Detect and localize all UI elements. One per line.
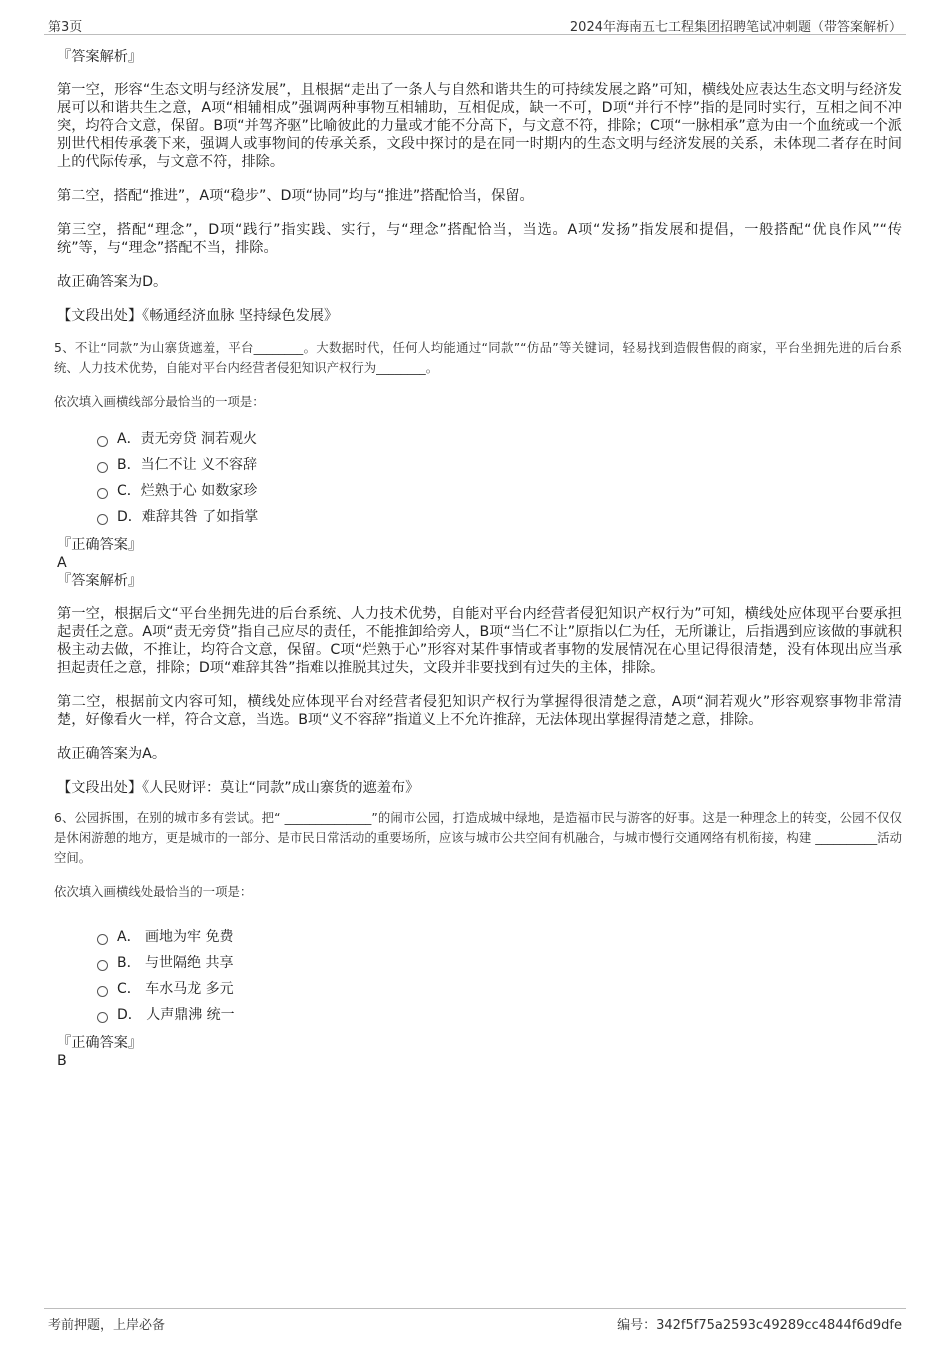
- footer-slogan: 考前押题，上岸必备: [48, 1318, 166, 1333]
- q5-option-c[interactable]: C．烂熟于心 如数家珍: [57, 478, 902, 504]
- q5-analysis-paragraph: 第二空，根据前文内容可知，横线处应体现平台对经营者侵犯知识产权行为掌握得很清楚之意，A项“洞若观火”形容观察事物非常清楚，好像看火一样，符合文意，当选。B项“义不容辞”指道义上不允许推辞，无法体现出掌握得清楚之意，排除。: [57, 694, 902, 728]
- q4-analysis-paragraph: 第二空，搭配“推进”，A项“稳步”、D项“协同”均与“推进”搭配恰当，保留。: [57, 188, 534, 204]
- q6-option-d[interactable]: D． 人声鼎沸 统一: [57, 1002, 902, 1028]
- q6-stem: 6、公园拆围，在别的城市多有尝试。把“ ______________”的闹市公园，打造成城中绿地，是造福市民与游客的好事。这是一种理念上的转变，公园不仅仅是休闲游憩的地方，更是城市的一部分、是市民日常活动的重要场所，应该与城市公共空间有机融合，与城市慢行交通网络有机衔接，构建 __________活动空间。: [54, 810, 902, 865]
- q5-stem: 5、不让“同款”为山寨货遮羞，平台________。大数据时代，任何人均能通过“同款”“仿品”等关键词，轻易找到造假售假的商家，平台坐拥先进的后台系统、人力技术优势，自能对平台内经营者侵犯知识产权行为________。: [54, 340, 902, 375]
- radio-icon[interactable]: [97, 488, 108, 499]
- q5-answer-heading: 『正确答案』: [57, 537, 143, 553]
- q6-option-a[interactable]: A． 画地为牢 免费: [57, 924, 902, 950]
- q4-analysis-paragraph: 第一空，形容“生态文明与经济发展”，且根据“走出了一条人与自然和谐共生的可持续发展之路”可知，横线处应表达生态文明与经济发展可以和谐共生之意，A项“相辅相成”强调两种事物互相辅助，互相促成，缺一不可，D项“并行不悖”指的是同时实行，互相之间不冲突，均符合文意，保留。B项“并驾齐驱”比喻彼此的力量或才能不分高下，与文意不符，排除；C项“一脉相承”意为由一个血统或一个派别世代相传承袭下来，强调人或事物间的传承关系，文段中探讨的是在同一时期内的生态文明与经济发展的关系，未体现二者存在时间上的代际传承，与文意不符，排除。: [57, 82, 902, 170]
- q5-answer: A: [57, 555, 67, 571]
- q6-answer: B: [57, 1053, 67, 1069]
- q4-analysis-heading: 『答案解析』: [57, 49, 143, 65]
- q5-instruction: 依次填入画横线部分最恰当的一项是：: [54, 394, 265, 409]
- radio-icon[interactable]: [97, 436, 108, 447]
- q6-options: [57, 924, 902, 1028]
- q6-instruction: 依次填入画横线处最恰当的一项是：: [54, 884, 253, 899]
- q6-option-b[interactable]: B． 与世隔绝 共享: [57, 950, 902, 976]
- q4-analysis-paragraph: 第三空，搭配“理念”，D项“践行”指实践、实行，与“理念”搭配恰当，当选。A项“发扬”指发展和提倡，一般搭配“优良作风”“传统”等，与“理念”搭配不当，排除。: [57, 222, 902, 256]
- radio-icon[interactable]: [97, 1012, 108, 1023]
- page-content: [54, 48, 902, 1070]
- q4-conclusion: 故正确答案为D。: [57, 274, 168, 290]
- q5-analysis-paragraph: 第一空，根据后文“平台坐拥先进的后台系统、人力技术优势，自能对平台内经营者侵犯知识产权行为”可知，横线处应体现平台要承担起责任之意。A项“责无旁贷”指自己应尽的责任，不能推卸给旁人，B项“当仁不让”原指以仁为任，无所谦让，后指遇到应该做的事就积极主动去做，不推让，均符合文意，保留。C项“烂熟于心”形容对某件事情或者事物的发展情况在心里记得很清楚，没有体现出应当承担起责任之意，排除；D项“难辞其咎”指难以推脱其过失，文段并非要找到有过失的主体，排除。: [57, 606, 902, 676]
- q4-source: 【文段出处】《畅通经济血脉 坚持绿色发展》: [57, 308, 339, 324]
- q5-analysis-heading: 『答案解析』: [57, 573, 143, 589]
- q6-answer-heading: 『正确答案』: [57, 1035, 143, 1051]
- q6-option-c[interactable]: C． 车水马龙 多元: [57, 976, 902, 1002]
- radio-icon[interactable]: [97, 462, 108, 473]
- document-code: 编号：342f5f75a2593c49289cc4844f6d9dfe: [617, 1318, 902, 1333]
- q5-option-b[interactable]: B．当仁不让 义不容辞: [57, 452, 902, 478]
- q5-option-d[interactable]: D．难辞其咎 了如指掌: [57, 504, 902, 530]
- q5-conclusion: 故正确答案为A。: [57, 746, 167, 762]
- page-number: 第3页: [48, 20, 83, 35]
- q5-option-a[interactable]: A．责无旁贷 洞若观火: [57, 426, 902, 452]
- radio-icon[interactable]: [97, 514, 108, 525]
- page-header: [44, 14, 906, 35]
- radio-icon[interactable]: [97, 960, 108, 971]
- q5-source: 【文段出处】《人民财评：莫让“同款”成山寨货的遮羞布》: [57, 780, 420, 796]
- document-title: 2024年海南五七工程集团招聘笔试冲刺题（带答案解析）: [569, 20, 902, 35]
- q5-options: [57, 426, 902, 530]
- radio-icon[interactable]: [97, 986, 108, 997]
- radio-icon[interactable]: [97, 934, 108, 945]
- page-footer: [44, 1308, 906, 1333]
